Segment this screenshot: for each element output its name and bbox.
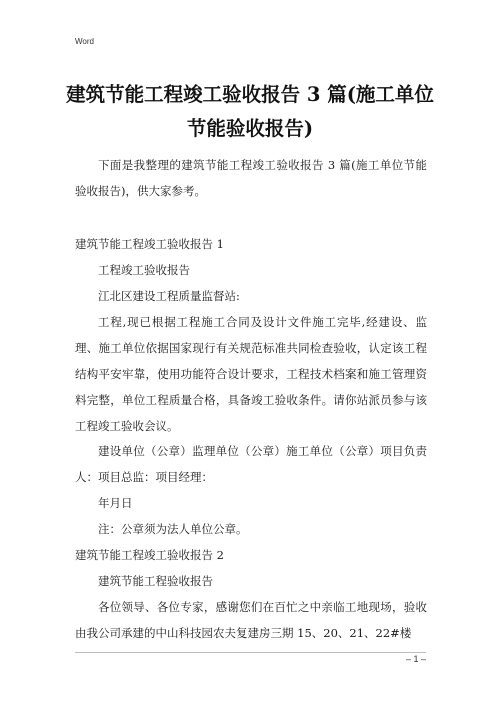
section2-subheading: 建筑节能工程验收报告: [98, 574, 213, 588]
footer-divider: [75, 652, 426, 653]
intro-paragraph: 下面是我整理的建筑节能工程竣工验收报告 3 篇(施工单位节能验收报告)，供大家参考。: [75, 158, 427, 198]
section2-body: 各位领导、各位专家，感谢您们在百忙之中亲临工地现场，验收由我公司承建的中山科技园农夫复建房三期 15、20、21、22#楼: [75, 600, 427, 640]
section1-date: 年月日: [98, 496, 133, 510]
header-app-label: Word: [75, 37, 94, 46]
section1-heading: 建筑节能工程竣工验收报告 1: [75, 237, 224, 251]
document-title: 建筑节能工程竣工验收报告 3 篇(施工单位节能验收报告): [66, 83, 434, 140]
section1-subheading: 工程竣工验收报告: [98, 263, 190, 277]
section2-heading: 建筑节能工程竣工验收报告 2: [75, 548, 224, 562]
section1-signatures: 建设单位（公章）监理单位（公章）施工单位（公章）项目负责人：项目总监：项目经理：: [75, 444, 427, 484]
section1-addressee: 江北区建设工程质量监督站:: [98, 289, 240, 303]
section1-body: 工程,现已根据工程施工合同及设计文件施工完毕,经建设、监理、施工单位依据国家现行有关规范标准共同检查验收，认定该工程结构平安牢靠，使用功能符合设计要求，工程技术档案和施工管理资料完整，单位工程质量合格，具备竣工验收条件。请你站派员参与该工程竣工验收会议。: [75, 315, 427, 433]
page-number: – 1 –: [405, 654, 426, 664]
section1-note: 注：公章须为法人单位公章。: [98, 522, 248, 536]
